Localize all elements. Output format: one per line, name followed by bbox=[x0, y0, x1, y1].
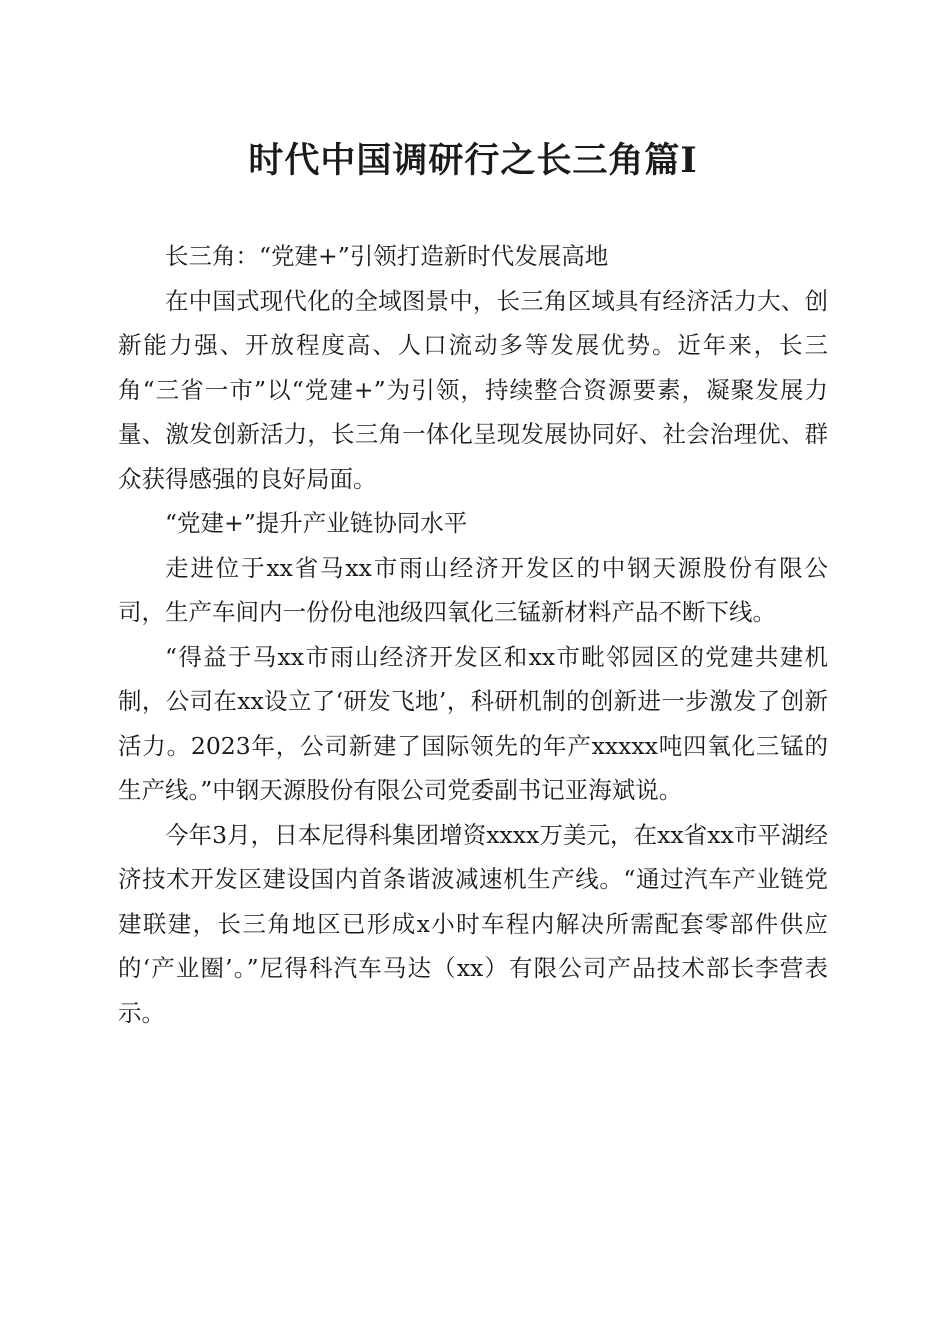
body-paragraph: “得益于马xx市雨山经济开发区和xx市毗邻园区的党建共建机制，公司在xx设立了‘研发飞地’，科研机制的创新进一步激发了创新活力。2023年，公司新建了国际领先的年产xxxxx吨四氧化三锰的生产线。”中钢天源股份有限公司党委副书记亚海斌说。 bbox=[118, 642, 828, 804]
document-page bbox=[118, 0, 828, 1035]
body-paragraph: 在中国式现代化的全域图景中，长三角区域具有经济活力大、创新能力强、开放程度高、人口流动多等发展优势。近年来，长三角“三省一市”以“党建+”为引领，持续整合资源要素，凝聚发展力量、激发创新活力，长三角一体化呈现发展协同好、社会治理优、群众获得感强的良好局面。 bbox=[118, 286, 828, 493]
document-body bbox=[118, 234, 828, 1035]
subtitle-paragraph: 长三角：“党建+”引领打造新时代发展高地 bbox=[165, 242, 609, 270]
body-paragraph: 今年3月，日本尼得科集团增资xxxx万美元，在xx省xx市平湖经济技术开发区建设国内首条谐波减速机生产线。“通过汽车产业链党建联建，长三角地区已形成x小时车程内解决所需配套零部件供应的‘产业圈’。”尼得科汽车马达（xx）有限公司产品技术部长李营表示。 bbox=[118, 820, 828, 1027]
document-title: 时代中国调研行之长三角篇Ⅰ bbox=[248, 140, 698, 181]
section-heading-paragraph: “党建+”提升产业链协同水平 bbox=[165, 509, 468, 537]
body-paragraph: 走进位于xx省马xx市雨山经济开发区的中钢天源股份有限公司，生产车间内一份份电池级四氧化三锰新材料产品不断下线。 bbox=[118, 553, 828, 626]
